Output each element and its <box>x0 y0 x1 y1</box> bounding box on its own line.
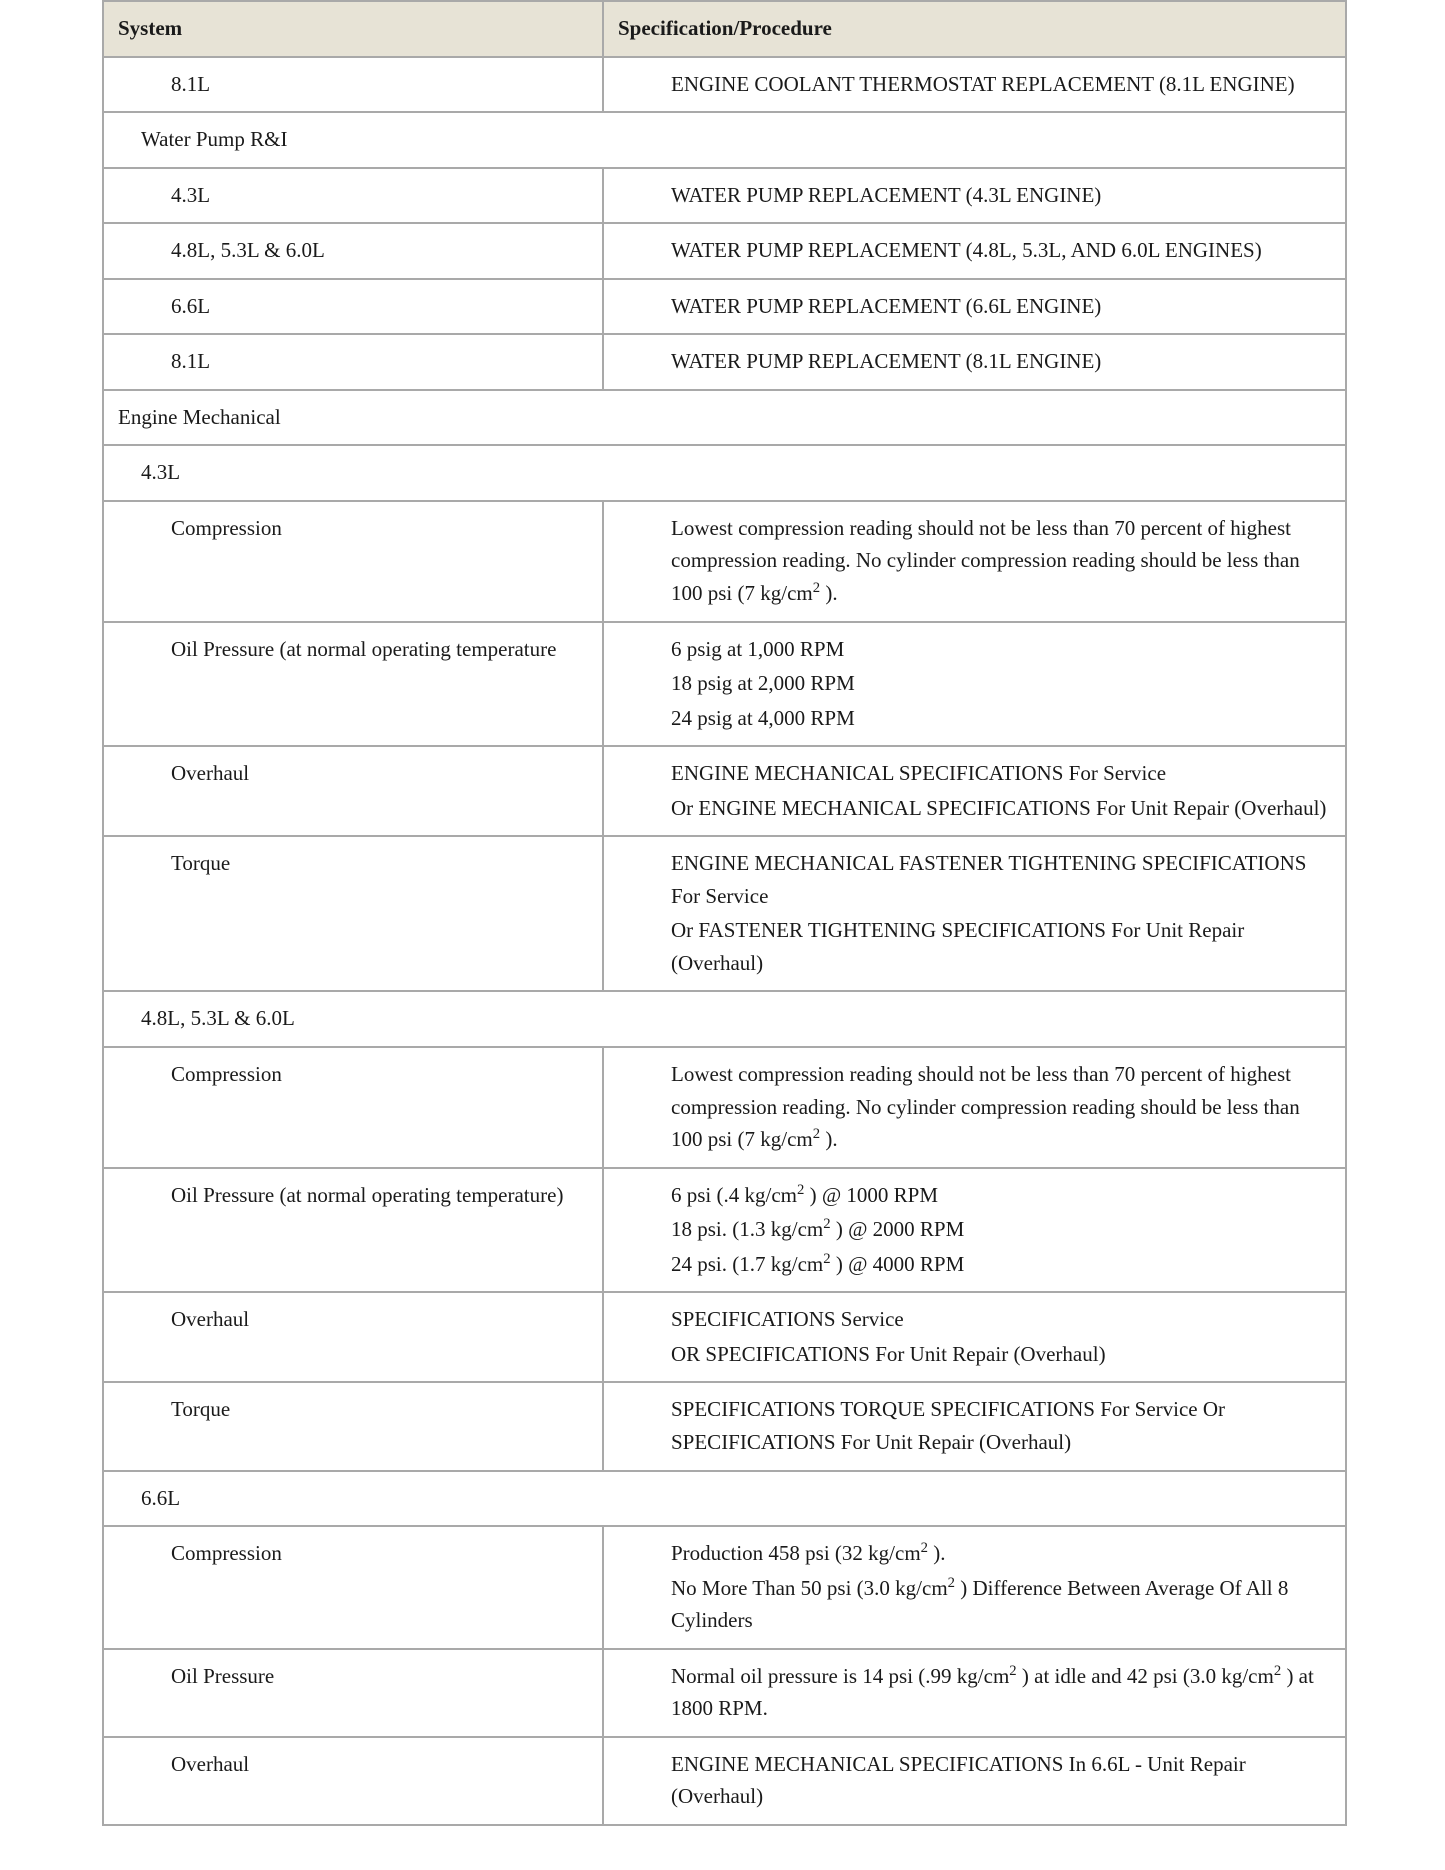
procedure-cell <box>603 1737 1346 1825</box>
table-row <box>103 501 1346 622</box>
system-cell: Overhaul <box>103 1737 603 1825</box>
procedure-line: ENGINE MECHANICAL SPECIFICATIONS In 6.6L - Unit Repair (Overhaul) <box>671 1751 1246 1809</box>
system-cell: 4.3L <box>103 168 603 224</box>
procedure-cell <box>603 746 1346 836</box>
procedure-cell <box>603 836 1346 991</box>
section-row <box>103 991 1346 1047</box>
section-label: Water Pump R&I <box>103 112 1346 168</box>
system-cell: 8.1L <box>103 57 603 113</box>
procedure-cell <box>603 334 1346 390</box>
section-row <box>103 112 1346 168</box>
section-label: 4.8L, 5.3L & 6.0L <box>103 991 1346 1047</box>
procedure-line: Production 458 psi (32 $kg/cm^2$ ). <box>671 1539 946 1566</box>
section-row <box>103 390 1346 446</box>
procedure-cell <box>603 168 1346 224</box>
procedure-line: No More Than 50 psi (3.0 $kg/cm^2$ ) Difference Between Average Of All 8 Cylinders <box>671 1574 1289 1633</box>
system-cell: 8.1L <box>103 334 603 390</box>
procedure-line: 18 psi. (1.3 $kg/cm^2$ ) @ 2000 RPM <box>671 1216 965 1242</box>
table-row <box>103 746 1346 836</box>
superscript-2: 2 <box>823 1216 831 1233</box>
procedure-cell <box>603 1649 1346 1737</box>
section-label: 6.6L <box>103 1471 1346 1527</box>
system-cell: Oil Pressure <box>103 1649 603 1737</box>
procedure-line: 6 psig at 1,000 RPM <box>671 636 845 661</box>
table-row <box>103 57 1346 113</box>
column-header-procedure: Specification/Procedure <box>603 1 1346 57</box>
system-cell: Overhaul <box>103 746 603 836</box>
procedure-line: ENGINE COOLANT THERMOSTAT REPLACEMENT (8.1L ENGINE) <box>671 71 1295 96</box>
procedure-line: WATER PUMP REPLACEMENT (4.3L ENGINE) <box>671 182 1102 207</box>
table-row <box>103 223 1346 279</box>
system-cell: 6.6L <box>103 279 603 335</box>
system-cell: 4.8L, 5.3L & 6.0L <box>103 223 603 279</box>
procedure-line: SPECIFICATIONS Service <box>671 1307 904 1332</box>
superscript-2: 2 <box>812 579 821 596</box>
superscript-2: 2 <box>947 1574 956 1591</box>
procedure-line: OR SPECIFICATIONS For Unit Repair (Overhaul) <box>671 1341 1106 1366</box>
column-header-system: System <box>103 1 603 57</box>
procedure-line: WATER PUMP REPLACEMENT (6.6L ENGINE) <box>671 293 1102 318</box>
procedure-line: 24 psig at 4,000 RPM <box>671 705 855 730</box>
procedure-line: ENGINE MECHANICAL FASTENER TIGHTENING SPECIFICATIONS For Service <box>671 851 1307 908</box>
procedure-line: Lowest compression reading should not be less than 70 percent of highest compression reading. No cylinder compression reading should be less than 100 psi (7 $kg/cm^2$ ). <box>671 515 1300 606</box>
procedure-cell <box>603 223 1346 279</box>
table-row <box>103 1292 1346 1382</box>
system-cell: Compression <box>103 501 603 622</box>
procedure-cell <box>603 1292 1346 1382</box>
section-label: 4.3L <box>103 445 1346 501</box>
table-row <box>103 1649 1346 1737</box>
table-row <box>103 1168 1346 1293</box>
superscript-2: 2 <box>1273 1662 1282 1679</box>
system-cell: Oil Pressure (at normal operating temperature) <box>103 1168 603 1293</box>
procedure-cell <box>603 622 1346 747</box>
table-row <box>103 168 1346 224</box>
superscript-2: 2 <box>920 1539 928 1556</box>
procedure-cell <box>603 1382 1346 1470</box>
system-cell: Overhaul <box>103 1292 603 1382</box>
table-row <box>103 1526 1346 1649</box>
table-header-row <box>103 1 1346 57</box>
procedure-line: Normal oil pressure is 14 psi (.99 $kg/cm^2$ ) at idle and 42 psi (3.0 $kg/cm^2$ ) at 1800 RPM. <box>671 1662 1314 1721</box>
system-cell: Torque <box>103 836 603 991</box>
procedure-line: WATER PUMP REPLACEMENT (4.8L, 5.3L, AND 6.0L ENGINES) <box>671 238 1262 263</box>
superscript-2: 2 <box>812 1126 821 1143</box>
procedure-line: Or FASTENER TIGHTENING SPECIFICATIONS For Unit Repair (Overhaul) <box>671 918 1245 975</box>
system-cell: Oil Pressure (at normal operating temperature <box>103 622 603 747</box>
table-row <box>103 1047 1346 1168</box>
table-row <box>103 279 1346 335</box>
procedure-cell <box>603 279 1346 335</box>
procedure-cell <box>603 1047 1346 1168</box>
table-body <box>103 57 1346 1825</box>
table-row <box>103 1382 1346 1470</box>
table-row <box>103 622 1346 747</box>
procedure-line: 24 psi. (1.7 $kg/cm^2$ ) @ 4000 RPM <box>671 1250 965 1276</box>
procedure-cell <box>603 501 1346 622</box>
system-cell: Torque <box>103 1382 603 1470</box>
procedure-cell <box>603 57 1346 113</box>
table-row <box>103 836 1346 991</box>
procedure-line: Or ENGINE MECHANICAL SPECIFICATIONS For Unit Repair (Overhaul) <box>671 795 1327 820</box>
procedure-line: ENGINE MECHANICAL SPECIFICATIONS For Service <box>671 761 1167 786</box>
superscript-2: 2 <box>823 1250 831 1267</box>
section-label: Engine Mechanical <box>103 390 1346 446</box>
procedure-cell <box>603 1526 1346 1649</box>
procedure-line: SPECIFICATIONS TORQUE SPECIFICATIONS For Service Or SPECIFICATIONS For Unit Repair (Overhaul) <box>671 1397 1226 1454</box>
procedure-line: WATER PUMP REPLACEMENT (8.1L ENGINE) <box>671 349 1102 374</box>
system-cell: Compression <box>103 1047 603 1168</box>
procedure-line: Lowest compression reading should not be less than 70 percent of highest compression reading. No cylinder compression reading should be less than 100 psi (7 $kg/cm^2$ ). <box>671 1062 1300 1152</box>
table-row <box>103 334 1346 390</box>
procedure-line: 18 psig at 2,000 RPM <box>671 671 855 696</box>
system-cell: Compression <box>103 1526 603 1649</box>
superscript-2: 2 <box>1009 1662 1017 1679</box>
procedure-cell <box>603 1168 1346 1293</box>
section-row <box>103 1471 1346 1527</box>
specification-table <box>102 0 1347 1826</box>
procedure-line: 6 psi (.4 $kg/cm^2$ ) @ 1000 RPM <box>671 1181 939 1207</box>
superscript-2: 2 <box>797 1181 805 1198</box>
section-row <box>103 445 1346 501</box>
table-row <box>103 1737 1346 1825</box>
